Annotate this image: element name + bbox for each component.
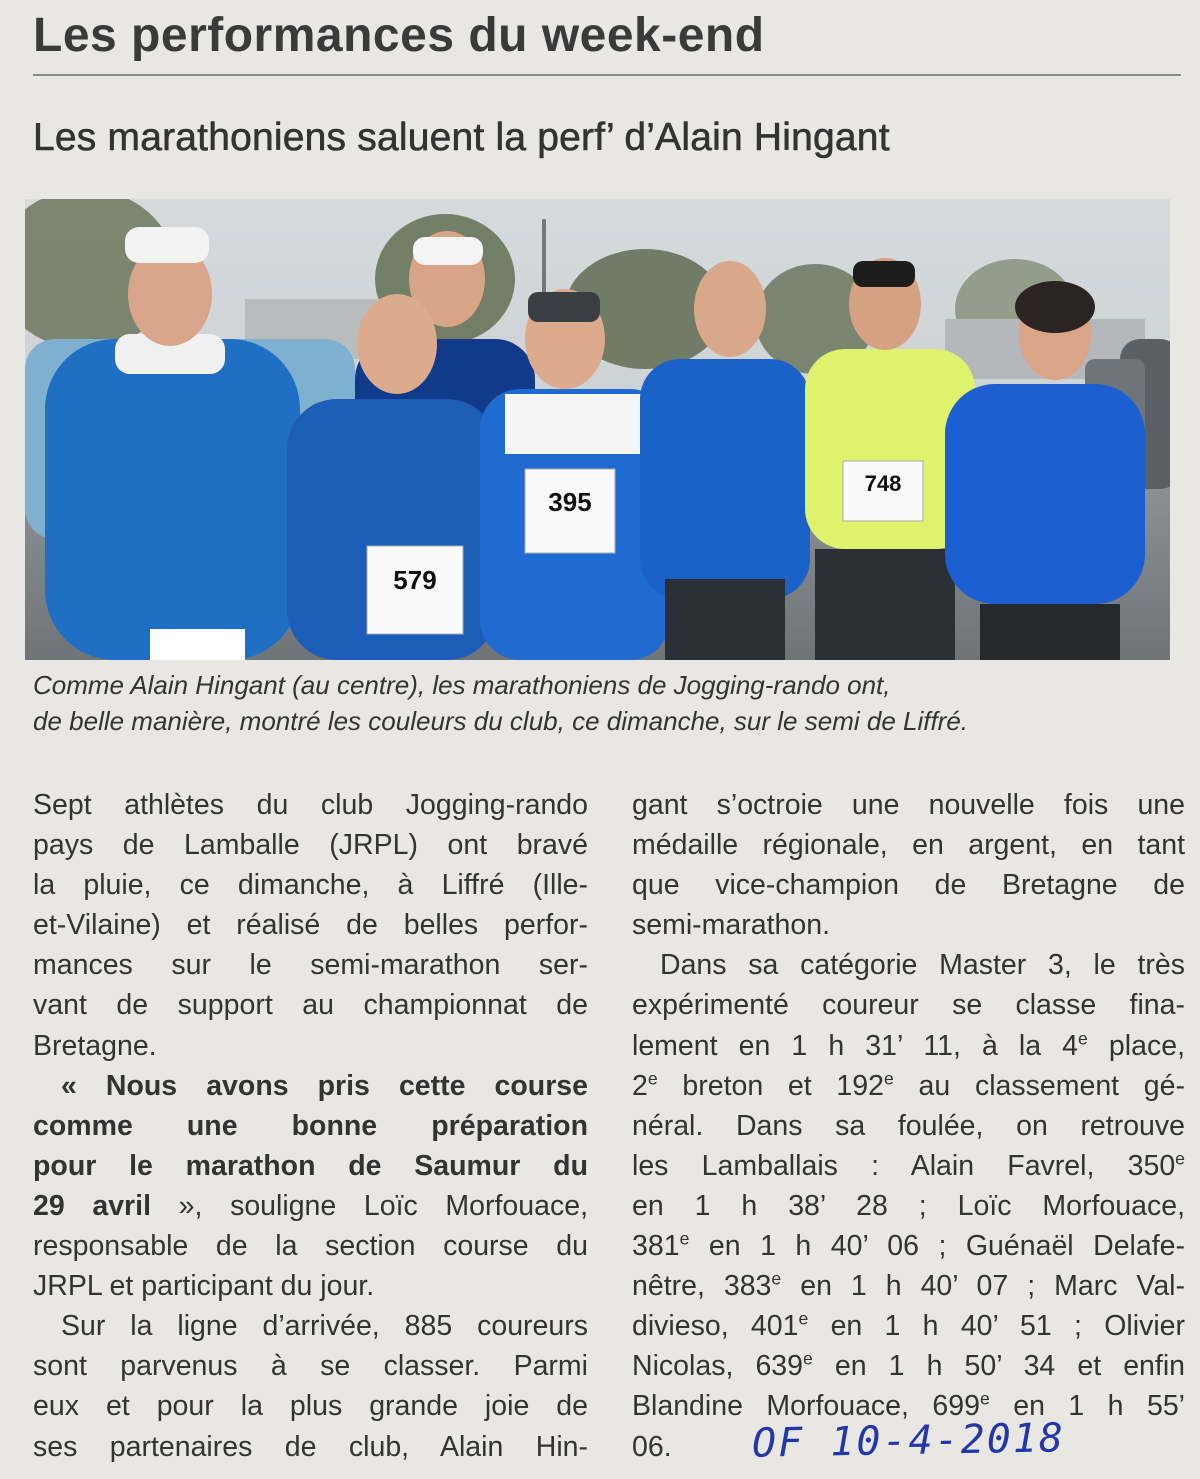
article-line: expérimenté coureur se classe fina-	[632, 989, 1185, 1022]
article-line: 2e breton et 192e au classement gé-	[632, 1068, 1185, 1102]
article-line: JRPL et participant du jour.	[33, 1270, 375, 1303]
article-line: la pluie, ce dimanche, à Liffré (Ille-	[33, 869, 588, 902]
article-line: et-Vilaine) et réalisé de belles perfor-	[33, 909, 588, 942]
caption-line-2: de belle manière, montré les couleurs du club, ce dimanche, sur le semi de Liffré.	[33, 706, 969, 736]
article-line: mances sur le semi-marathon ser-	[33, 949, 588, 982]
quote-line: pour le marathon de Saumur du	[33, 1149, 588, 1182]
article-line: Blandine Morfouace, 699e en 1 h 55’	[632, 1388, 1186, 1423]
article-line: Bretagne.	[33, 1029, 157, 1062]
article-line: Sur la ligne d’arrivée, 885 coureurs	[61, 1310, 588, 1343]
article-line: en 1 h 38’ 28 ; Loïc Morfouace,	[632, 1189, 1185, 1222]
article-line: gant s’octroie une nouvelle fois une	[632, 789, 1185, 821]
article-column-left	[33, 785, 588, 1467]
article-line: 381e en 1 h 40’ 06 ; Guénaël Delafe-	[632, 1228, 1185, 1263]
article-line: sont parvenus à se classer. Parmi	[33, 1350, 588, 1383]
quote-attribution: », souligne Loïc Morfouace,	[178, 1189, 588, 1222]
section-title: Les performances du week-end	[33, 9, 765, 62]
article-line: nêtre, 383e en 1 h 40’ 07 ; Marc Val-	[632, 1268, 1185, 1303]
article-line: 06.	[632, 1430, 672, 1463]
article-headline: Les marathoniens saluent la perf’ d’Alain Hingant	[33, 116, 890, 159]
article-line: lement en 1 h 31’ 11, à la 4e place,	[632, 1027, 1185, 1062]
quote-line: comme une bonne préparation	[33, 1109, 588, 1142]
article-line: Nicolas, 639e en 1 h 50’ 34 et enfin	[632, 1348, 1185, 1383]
article-line: responsable de la section course du	[33, 1230, 588, 1263]
article-line: les Lamballais : Alain Favrel, 350e	[632, 1148, 1185, 1182]
article-line: pays de Lamballe (JRPL) ont bravé	[33, 829, 588, 862]
title-rule	[33, 74, 1181, 76]
article-line: divieso, 401e en 1 h 40’ 51 ; Olivier	[632, 1308, 1185, 1343]
article-line: néral. Dans sa foulée, on retrouve	[632, 1109, 1185, 1142]
bib-number-579: 579	[393, 565, 437, 595]
caption-line-1: Comme Alain Hingant (au centre), les marathoniens de Jogging-rando ont,	[33, 670, 891, 700]
article-line: médaille régionale, en argent, en tant	[632, 829, 1185, 862]
bib-number-748: 748	[864, 471, 902, 496]
article-column-right	[632, 785, 1185, 1467]
article-photo	[25, 199, 1170, 660]
quote-line: « Nous avons pris cette course	[61, 1069, 588, 1102]
article-line: semi-marathon.	[632, 909, 830, 942]
handwritten-date-note: OF 10-4-2018	[751, 1415, 1066, 1467]
article-line: ses partenaires de club, Alain Hin-	[33, 1430, 588, 1463]
runners-group-photo	[25, 199, 1170, 660]
article-line: vant de support au championnat de	[33, 989, 588, 1022]
photo-caption	[33, 667, 1183, 739]
article-line: que vice-champion de Bretagne de	[632, 869, 1185, 902]
bib-number-395: 395	[548, 487, 592, 517]
article-line: Dans sa catégorie Master 3, le très	[660, 949, 1185, 982]
quote-line-mixed: 29 avril », souligne Loïc Morfouace,	[33, 1189, 588, 1222]
article-line: eux et pour la plus grande joie de	[33, 1390, 588, 1423]
article-line: Sept athlètes du club Jogging-rando	[33, 789, 588, 821]
